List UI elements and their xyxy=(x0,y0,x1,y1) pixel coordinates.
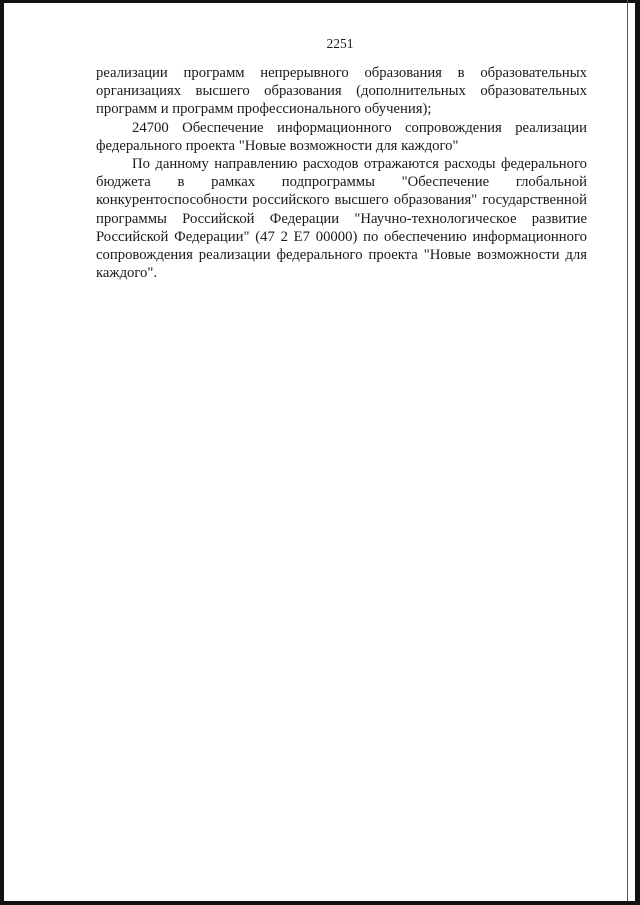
paragraph-heading-24700: 24700 Обеспечение информационного сопровождения реализации федерального проекта "Новые возможности для каждого" xyxy=(96,119,587,154)
page-number: 2251 xyxy=(326,36,354,51)
paragraph-continuation: реализации программ непрерывного образования в образовательных организациях высшего образования (дополнительных образовательных программ и программ профессионального обучения); xyxy=(96,65,587,118)
paragraph-description: По данному направлению расходов отражаются расходы федерального бюджета в рамках подпрограммы "Обеспечение глобальной конкурентоспособности российского высшего образования" государственной программы Российской Федерации "Научно-технологическое развитие Российской Федерации" (47 2 Е7 00000) по обеспечению информационного сопровождения реализации федерального проекта "Новые возможности для каждого". xyxy=(96,156,587,282)
scan-border-left xyxy=(0,0,4,905)
scan-border-bottom xyxy=(0,901,640,905)
scan-border-right xyxy=(635,0,640,905)
scan-border-right-inner xyxy=(627,0,628,905)
document-body xyxy=(96,64,587,282)
scan-border-top xyxy=(0,0,640,3)
